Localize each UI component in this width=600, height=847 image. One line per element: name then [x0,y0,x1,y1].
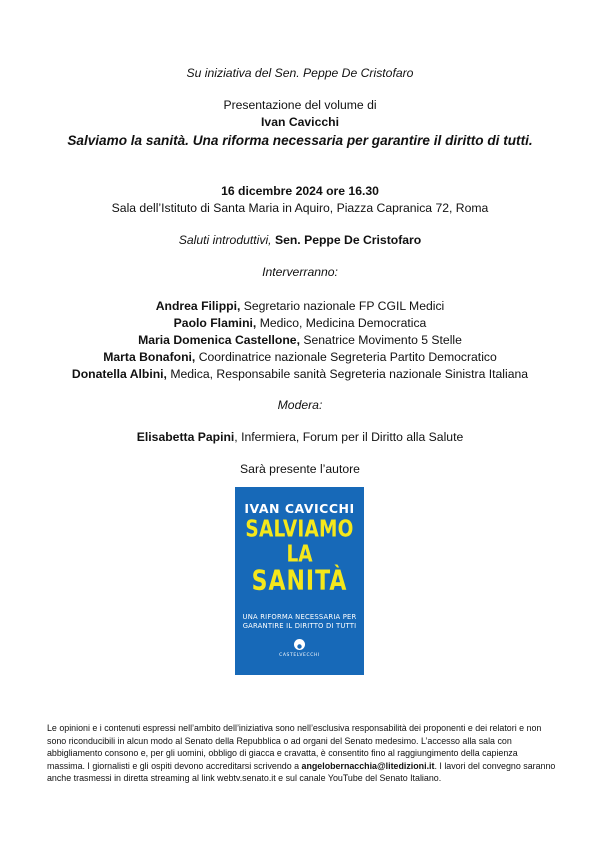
author-present-line: Sarà presente l’autore [240,462,360,476]
cover-title-line: LA [286,541,313,568]
speaker-name: Maria Domenica Castellone, [138,333,300,347]
speaker-row [0,350,600,365]
accreditation-email[interactable]: angelobernacchia@litedizioni.it [301,760,435,771]
speaker-row [0,367,600,382]
speaker-name: Paolo Flamini, [173,316,257,330]
speaker-name: Marta Bonafoni, [103,350,196,364]
speaker-role: Coordinatrice nazionale Segreteria Partito Democratico [198,350,497,364]
moderator-role: , Infermiera, Forum per il Diritto alla Salute [234,430,464,444]
speaker-row [0,316,600,331]
book-title: Salviamo la sanità. Una riforma necessaria per garantire il diritto di tutti. [67,133,533,148]
speaker-row [0,333,600,348]
cover-subtitle-line: GARANTIRE IL DIRITTO DI TUTTI [242,622,357,630]
publisher-logo-icon [294,639,305,650]
cover-title-line: SALVIAMO [245,516,354,543]
speaker-role: Medica, Responsabile sanità Segreteria nazionale Sinistra Italiana [170,367,529,381]
speaker-role: Medico, Medicina Democratica [259,316,427,330]
greetings-line [0,233,600,248]
moderator-line [0,430,600,445]
disclaimer-text [47,722,557,785]
speaker-role: Senatrice Movimento 5 Stelle [303,333,462,347]
greetings-label: Saluti introduttivi, [178,233,272,247]
speaker-row [0,299,600,314]
speaker-name: Andrea Filippi, [155,299,241,313]
disclaimer-part1: Le opinioni e i contenuti espressi nell’ambito dell’iniziativa sono nell’esclusiva responsabilità dei proponenti e dei relatori e non sono riconducibili in alcun modo al Senato della Repubblica o ad organi del Senato medesimo. L’accesso alla sala con abbigliamento consono e, per gli uomini, obbligo di giacca e cravatta, è consentito fino al raggiungimento della capienza massima. I giornalisti e gli ospiti devono accreditarsi scrivendo a [47,723,542,771]
speaker-role: Segretario nazionale FP CGIL Medici [243,299,445,313]
book-cover-image [235,487,364,675]
event-date-time: 16 dicembre 2024 ore 16.30 [221,184,379,198]
moderator-name: Elisabetta Papini [136,430,235,444]
cover-subtitle-line: UNA RIFORMA NECESSARIA PER [242,613,357,621]
cover-title-line: SANITÀ [251,565,348,598]
event-venue: Sala dell’Istituto di Santa Maria in Aquiro, Piazza Capranica 72, Roma [111,201,489,215]
disclaimer-part2: . I lavori del convegno saranno anche trasmessi in diretta streaming al link webtv.senato.it e sul canale YouTube del Senato Italiano. [47,760,556,784]
greetings-person: Sen. Peppe De Cristofaro [274,233,422,247]
initiative-line: Su iniziativa del Sen. Peppe De Cristofaro [186,66,414,80]
moderator-heading: Modera: [277,398,323,412]
speaker-name: Donatella Albini, [71,367,167,381]
author-name: Ivan Cavicchi [261,115,339,129]
presentation-intro: Presentazione del volume di [223,98,377,112]
cover-author: IVAN CAVICCHI [244,501,355,516]
speakers-heading: Interverranno: [262,265,338,279]
cover-publisher: CASTELVECCHI [279,653,320,658]
